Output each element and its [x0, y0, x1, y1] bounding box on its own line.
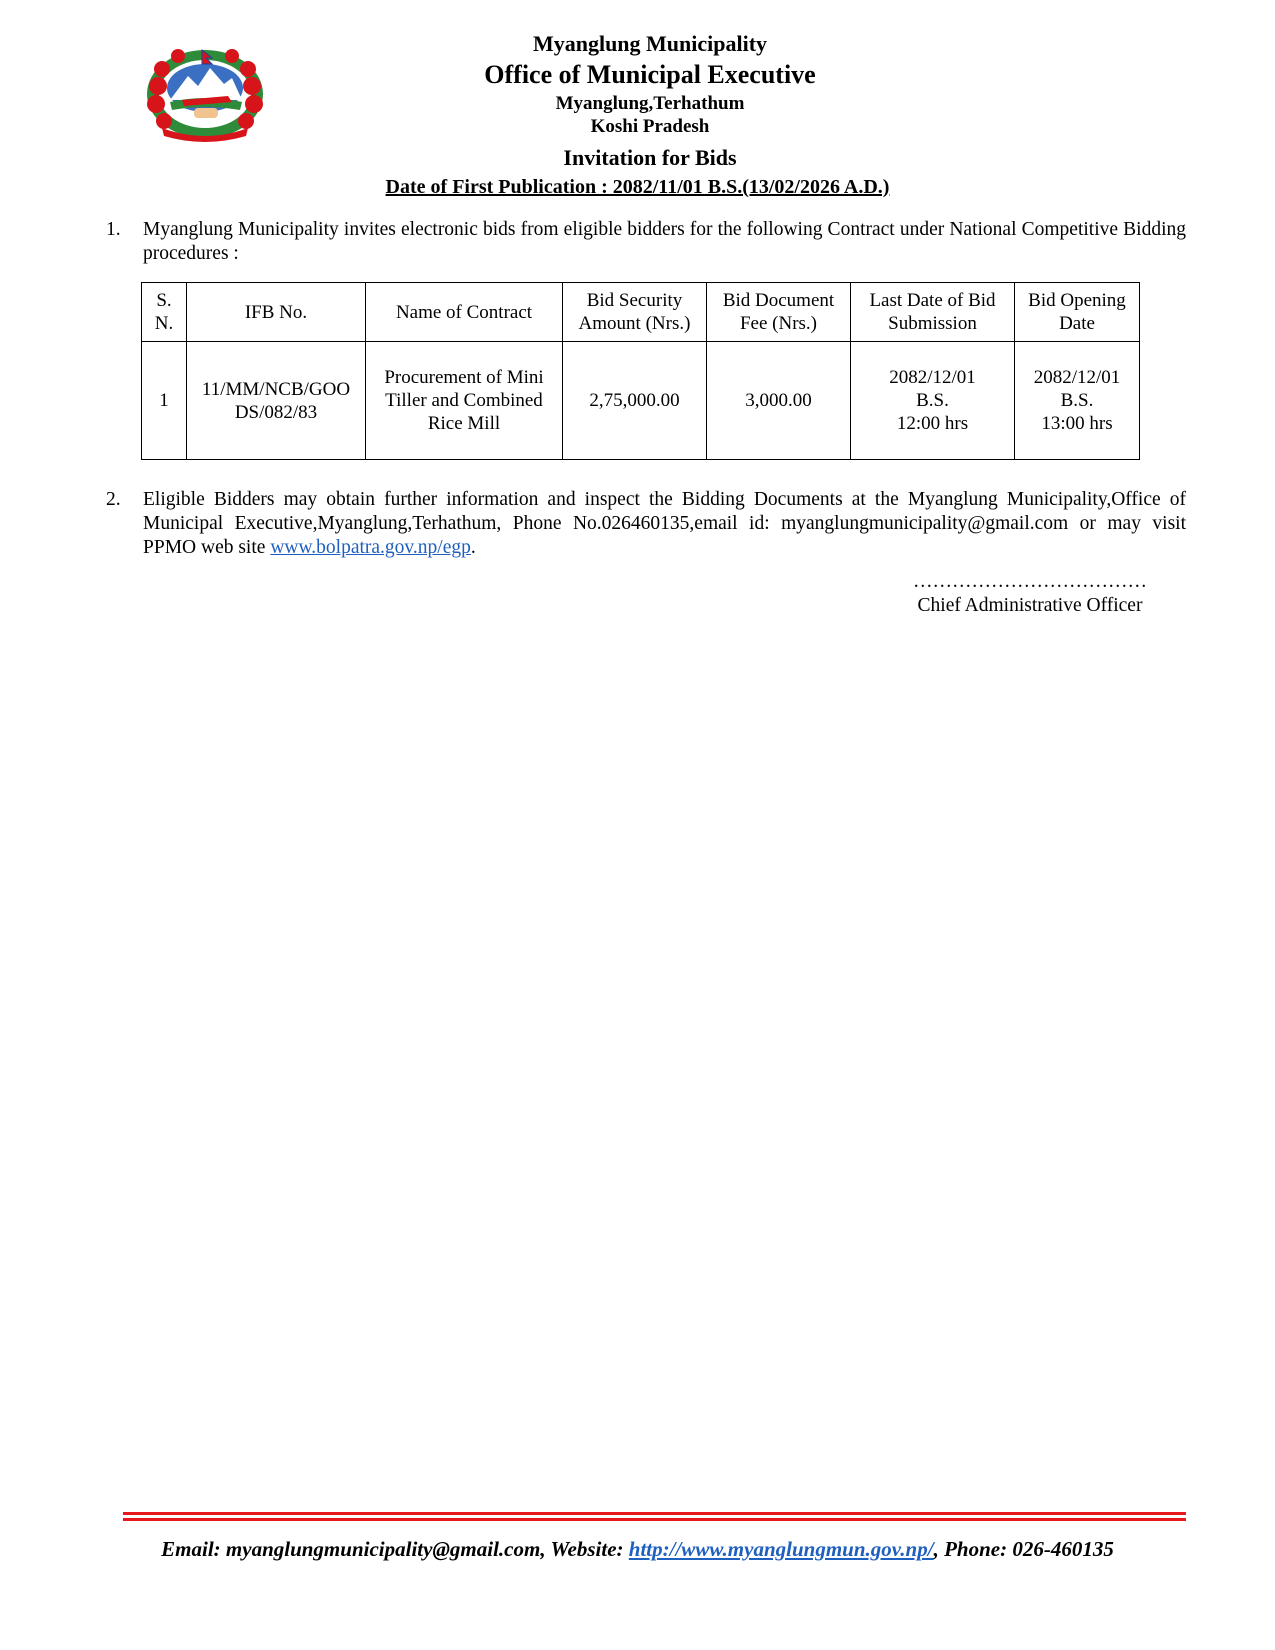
- col-ifb-header: IFB No.: [187, 283, 366, 342]
- ppmo-link[interactable]: www.bolpatra.gov.np/egp: [270, 537, 471, 558]
- col-contract-header: Name of Contract: [366, 283, 563, 342]
- document-title: Invitation for Bids: [563, 145, 737, 170]
- cell-security: 2,75,000.00: [563, 342, 707, 460]
- paragraph-end: .: [470, 537, 476, 558]
- cell-opening: 2082/12/01 B.S. 13:00 hrs: [1015, 342, 1140, 460]
- col-opening-header: Bid Opening Date: [1015, 283, 1140, 342]
- table-header-row: [142, 283, 1140, 342]
- cell-submission: 2082/12/01 B.S. 12:00 hrs: [851, 342, 1015, 460]
- cell-contract: Procurement of Mini Tiller and Combined Rice Mill: [366, 342, 563, 460]
- website-link[interactable]: http://www.myanglungmun.gov.np/: [628, 1537, 934, 1561]
- letterhead: [340, 30, 960, 173]
- office-name: Office of Municipal Executive: [484, 60, 816, 89]
- nepal-emblem-icon: [140, 44, 270, 144]
- cell-fee: 3,000.00: [707, 342, 851, 460]
- cell-sn: 1: [142, 342, 187, 460]
- table-row: [142, 342, 1140, 460]
- cell-ifb: 11/MM/NCB/GOO DS/082/83: [187, 342, 366, 460]
- footer-email: Email: myanglungmunicipality@gmail.com, Website:: [161, 1537, 629, 1561]
- signature-dots: ………………………………: [913, 571, 1147, 592]
- col-submission-header: Last Date of Bid Submission: [851, 283, 1015, 342]
- province-name: Koshi Pradesh: [590, 116, 710, 137]
- bids-table: [141, 282, 1140, 460]
- footer-phone: , Phone: 026-460135: [933, 1537, 1114, 1561]
- paragraph-text: Myanglung Municipality invites electronic bids from eligible bidders for the following Contract under National Competitive Bidding procedures :: [143, 219, 1186, 264]
- col-security-header: Bid Security Amount (Nrs.): [563, 283, 707, 342]
- paragraph-2: [106, 488, 1186, 560]
- footer-contact: [0, 1537, 1275, 1562]
- paragraph-1: [106, 218, 1186, 266]
- footer-line: [123, 1512, 1186, 1515]
- col-sn-header: S. N.: [142, 283, 187, 342]
- publication-date: Date of First Publication : 2082/11/01 B.S.(13/02/2026 A.D.): [385, 176, 890, 198]
- signature-block: [913, 570, 1147, 618]
- paragraph-number: 1.: [106, 219, 121, 240]
- paragraph-number: 2.: [106, 489, 121, 510]
- paragraph-text: [143, 488, 1186, 560]
- municipality-name: Myanglung Municipality: [532, 31, 768, 56]
- footer-line: [123, 1518, 1186, 1521]
- col-fee-header: Bid Document Fee (Nrs.): [707, 283, 851, 342]
- paragraph-body: Eligible Bidders may obtain further information and inspect the Bidding Documents at the Myanglung Municipality,Office of Municipal Executive,Myanglung,Terhathum, Phone No.026460135,email id: myanglungmunicipality@gmail.com or may visit PPMO web site: [143, 489, 1186, 558]
- signatory-title: Chief Administrative Officer: [917, 595, 1143, 616]
- office-address: Myanglung,Terhathum: [555, 93, 745, 114]
- footer-divider: [123, 1512, 1186, 1524]
